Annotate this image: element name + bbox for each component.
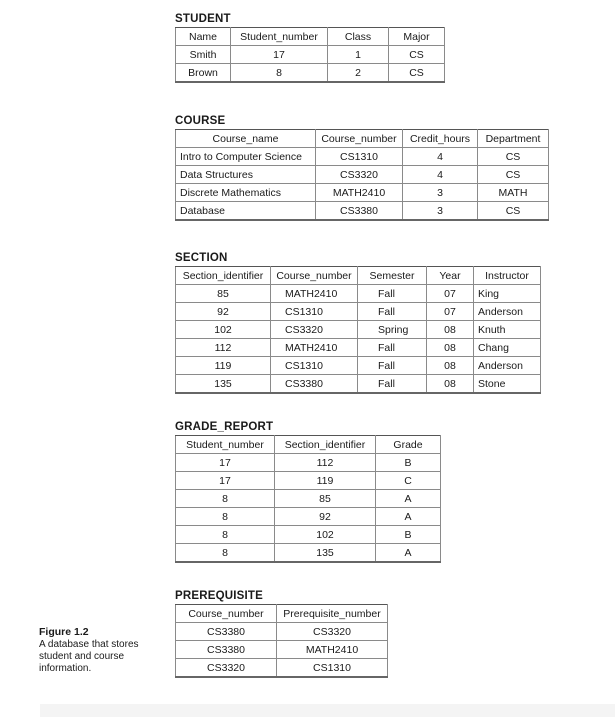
table-cell: 1 bbox=[328, 46, 389, 64]
column-header: Semester bbox=[358, 267, 427, 285]
table-cell: CS bbox=[389, 46, 445, 64]
prerequisite-title: PREREQUISITE bbox=[175, 590, 264, 602]
table-cell: CS3380 bbox=[316, 202, 403, 221]
table-cell: Fall bbox=[358, 285, 427, 303]
table-header-row bbox=[176, 605, 388, 623]
table-cell: A bbox=[376, 508, 441, 526]
table-cell: CS3320 bbox=[316, 166, 403, 184]
column-header: Section_identifier bbox=[176, 267, 271, 285]
column-header: Year bbox=[427, 267, 474, 285]
table-cell: A bbox=[376, 544, 441, 563]
table-cell: CS1310 bbox=[277, 659, 388, 678]
page-footer-band bbox=[40, 704, 615, 717]
table-cell: 3 bbox=[403, 202, 478, 221]
table-row bbox=[176, 472, 441, 490]
column-header: Course_number bbox=[316, 130, 403, 148]
table-cell: CS3380 bbox=[176, 641, 277, 659]
student-table bbox=[175, 27, 445, 83]
table-cell: Chang bbox=[474, 339, 541, 357]
prerequisite-block bbox=[175, 589, 388, 678]
table-cell: CS3320 bbox=[277, 623, 388, 641]
table-cell: 92 bbox=[176, 303, 271, 321]
table-row bbox=[176, 64, 445, 83]
course-title: COURSE bbox=[175, 115, 226, 127]
table-cell: 4 bbox=[403, 148, 478, 166]
column-header: Class bbox=[328, 28, 389, 46]
grade-report-block bbox=[175, 420, 441, 563]
course-table bbox=[175, 129, 549, 221]
table-cell: MATH bbox=[478, 184, 549, 202]
student-title: STUDENT bbox=[175, 13, 231, 25]
column-header: Credit_hours bbox=[403, 130, 478, 148]
column-header: Department bbox=[478, 130, 549, 148]
table-cell: CS bbox=[478, 202, 549, 221]
table-cell: CS1310 bbox=[271, 357, 358, 375]
table-cell: 08 bbox=[427, 321, 474, 339]
table-cell: 102 bbox=[176, 321, 271, 339]
table-row bbox=[176, 184, 549, 202]
table-cell: 8 bbox=[231, 64, 328, 83]
table-cell: MATH2410 bbox=[271, 339, 358, 357]
table-cell: MATH2410 bbox=[316, 184, 403, 202]
table-cell: Spring bbox=[358, 321, 427, 339]
table-cell: Fall bbox=[358, 357, 427, 375]
table-cell: Fall bbox=[358, 303, 427, 321]
table-cell: C bbox=[376, 472, 441, 490]
table-cell: 08 bbox=[427, 375, 474, 394]
table-cell: 85 bbox=[275, 490, 376, 508]
column-header: Student_number bbox=[231, 28, 328, 46]
table-cell: Fall bbox=[358, 339, 427, 357]
table-cell: CS3320 bbox=[176, 659, 277, 678]
table-cell: CS3380 bbox=[176, 623, 277, 641]
table-cell: 2 bbox=[328, 64, 389, 83]
table-cell: Intro to Computer Science bbox=[176, 148, 316, 166]
table-cell: MATH2410 bbox=[271, 285, 358, 303]
table-cell: Data Structures bbox=[176, 166, 316, 184]
table-cell: 85 bbox=[176, 285, 271, 303]
table-header-row bbox=[176, 267, 541, 285]
table-cell: CS bbox=[389, 64, 445, 83]
table-cell: 92 bbox=[275, 508, 376, 526]
table-cell: 4 bbox=[403, 166, 478, 184]
table-row bbox=[176, 46, 445, 64]
column-header: Prerequisite_number bbox=[277, 605, 388, 623]
table-cell: CS bbox=[478, 166, 549, 184]
column-header: Student_number bbox=[176, 436, 275, 454]
table-row bbox=[176, 321, 541, 339]
table-cell: 119 bbox=[275, 472, 376, 490]
prerequisite-table bbox=[175, 604, 388, 678]
table-cell: Database bbox=[176, 202, 316, 221]
table-cell: Anderson bbox=[474, 357, 541, 375]
table-row bbox=[176, 375, 541, 394]
table-cell: 112 bbox=[275, 454, 376, 472]
table-cell: 135 bbox=[275, 544, 376, 563]
section-block bbox=[175, 251, 541, 394]
table-cell: 8 bbox=[176, 508, 275, 526]
figure-label: Figure 1.2 bbox=[39, 626, 89, 638]
table-cell: 3 bbox=[403, 184, 478, 202]
table-row bbox=[176, 641, 388, 659]
table-row bbox=[176, 526, 441, 544]
column-header: Course_name bbox=[176, 130, 316, 148]
table-row bbox=[176, 659, 388, 678]
table-cell: B bbox=[376, 454, 441, 472]
table-row bbox=[176, 285, 541, 303]
student-block bbox=[175, 12, 445, 83]
table-cell: CS bbox=[478, 148, 549, 166]
table-cell: Fall bbox=[358, 375, 427, 394]
table-cell: 08 bbox=[427, 357, 474, 375]
table-cell: Smith bbox=[176, 46, 231, 64]
table-row bbox=[176, 166, 549, 184]
column-header: Course_number bbox=[271, 267, 358, 285]
table-cell: CS3320 bbox=[271, 321, 358, 339]
table-row bbox=[176, 357, 541, 375]
table-cell: 8 bbox=[176, 490, 275, 508]
column-header: Name bbox=[176, 28, 231, 46]
table-cell: B bbox=[376, 526, 441, 544]
column-header: Course_number bbox=[176, 605, 277, 623]
table-cell: CS3380 bbox=[271, 375, 358, 394]
table-cell: Brown bbox=[176, 64, 231, 83]
table-row bbox=[176, 490, 441, 508]
table-row bbox=[176, 303, 541, 321]
table-header-row bbox=[176, 28, 445, 46]
table-row bbox=[176, 148, 549, 166]
table-cell: Discrete Mathematics bbox=[176, 184, 316, 202]
table-cell: A bbox=[376, 490, 441, 508]
table-row bbox=[176, 339, 541, 357]
table-cell: 135 bbox=[176, 375, 271, 394]
table-row bbox=[176, 508, 441, 526]
figure-caption bbox=[39, 626, 159, 675]
table-cell: 102 bbox=[275, 526, 376, 544]
table-cell: CS1310 bbox=[316, 148, 403, 166]
grade-report-title: GRADE_REPORT bbox=[175, 421, 274, 433]
table-row bbox=[176, 202, 549, 221]
section-table bbox=[175, 266, 541, 394]
table-cell: 17 bbox=[231, 46, 328, 64]
table-cell: 112 bbox=[176, 339, 271, 357]
column-header: Grade bbox=[376, 436, 441, 454]
table-cell: Anderson bbox=[474, 303, 541, 321]
section-title: SECTION bbox=[175, 252, 228, 264]
table-cell: Knuth bbox=[474, 321, 541, 339]
grade-report-table bbox=[175, 435, 441, 563]
table-row bbox=[176, 544, 441, 563]
table-row bbox=[176, 623, 388, 641]
table-cell: 17 bbox=[176, 454, 275, 472]
figure-description: A database that stores student and course information. bbox=[39, 639, 139, 674]
column-header: Major bbox=[389, 28, 445, 46]
table-cell: King bbox=[474, 285, 541, 303]
table-cell: 119 bbox=[176, 357, 271, 375]
table-row bbox=[176, 454, 441, 472]
column-header: Instructor bbox=[474, 267, 541, 285]
table-cell: CS1310 bbox=[271, 303, 358, 321]
table-cell: 17 bbox=[176, 472, 275, 490]
column-header: Section_identifier bbox=[275, 436, 376, 454]
table-cell: 8 bbox=[176, 544, 275, 563]
table-cell: MATH2410 bbox=[277, 641, 388, 659]
table-cell: Stone bbox=[474, 375, 541, 394]
table-cell: 07 bbox=[427, 285, 474, 303]
course-block bbox=[175, 114, 549, 221]
table-cell: 07 bbox=[427, 303, 474, 321]
table-cell: 08 bbox=[427, 339, 474, 357]
table-header-row bbox=[176, 130, 549, 148]
table-header-row bbox=[176, 436, 441, 454]
table-cell: 8 bbox=[176, 526, 275, 544]
